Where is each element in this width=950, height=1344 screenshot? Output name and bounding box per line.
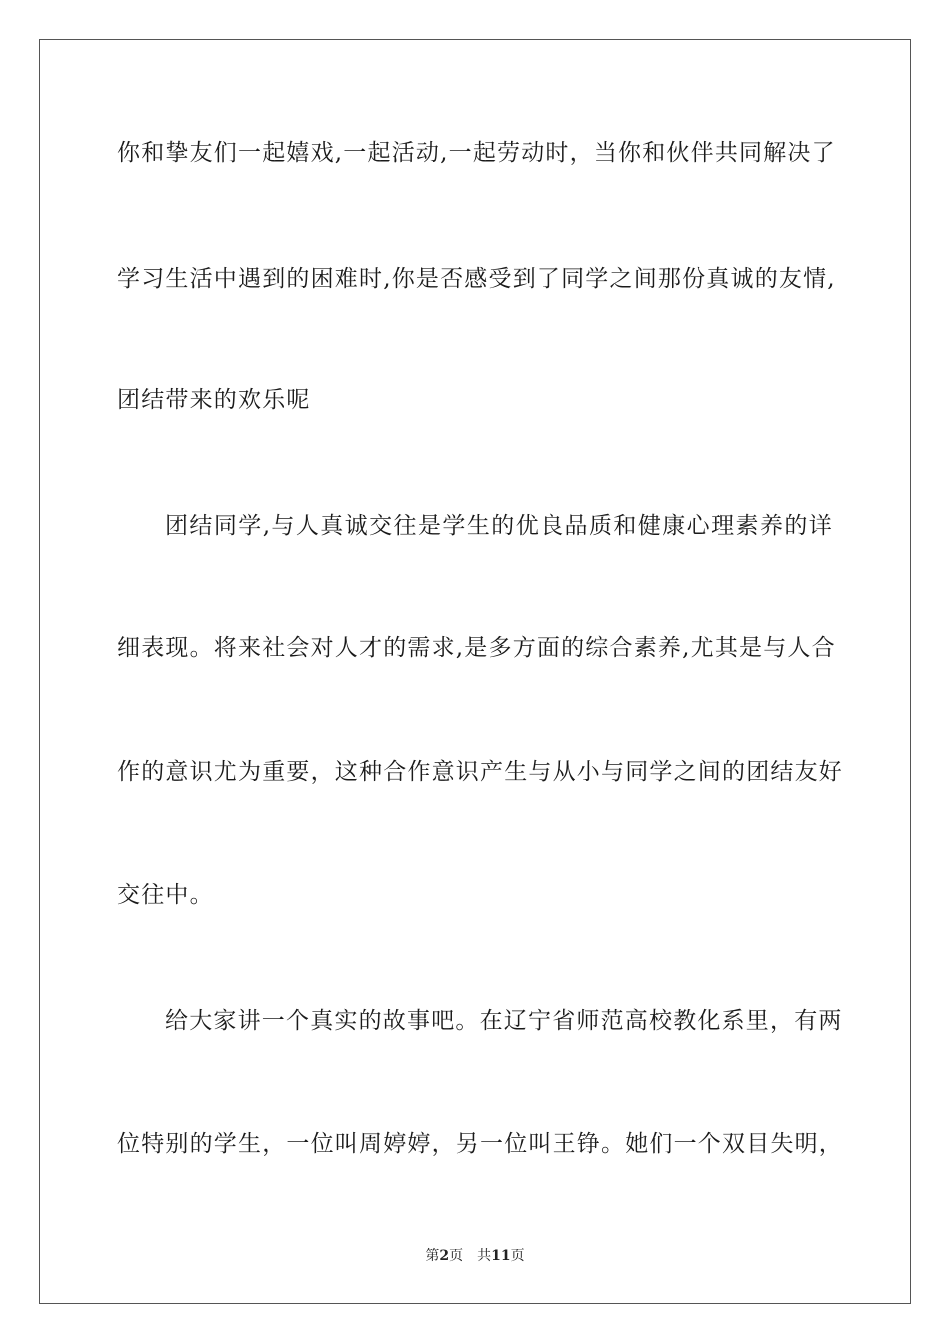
text-line-8: 给大家讲一个真实的故事吧。在辽宁省师范高校教化系里，有两 (165, 1008, 843, 1034)
text-line-4: 团结同学,与人真诚交往是学生的优良品质和健康心理素养的详 (165, 513, 833, 539)
text-line-5: 细表现。将来社会对人才的需求,是多方面的综合素养,尤其是与人合 (117, 635, 836, 661)
page-border (39, 39, 911, 1304)
text-line-7: 交往中。 (117, 882, 214, 908)
total-prefix: 共 (477, 1248, 492, 1264)
text-line-1: 你和挚友们一起嬉戏,一起活动,一起劳动时，当你和伙伴共同解决了 (117, 140, 836, 166)
page-footer (0, 1247, 950, 1265)
current-page-number: 2 (439, 1248, 450, 1264)
page-indicator (425, 1248, 463, 1264)
total-suffix: 页 (510, 1248, 525, 1264)
total-pages-number: 11 (491, 1248, 511, 1264)
page-suffix: 页 (449, 1248, 464, 1264)
total-indicator (477, 1248, 524, 1264)
page-prefix: 第 (425, 1248, 440, 1264)
text-line-2: 学习生活中遇到的困难时,你是否感受到了同学之间那份真诚的友情, (117, 266, 836, 292)
text-line-9: 位特别的学生，一位叫周婷婷，另一位叫王铮。她们一个双目失明， (117, 1131, 843, 1157)
text-line-3: 团结带来的欢乐呢 (117, 387, 311, 413)
text-line-6: 作的意识尤为重要，这种合作意识产生与从小与同学之间的团结友好 (117, 759, 843, 785)
